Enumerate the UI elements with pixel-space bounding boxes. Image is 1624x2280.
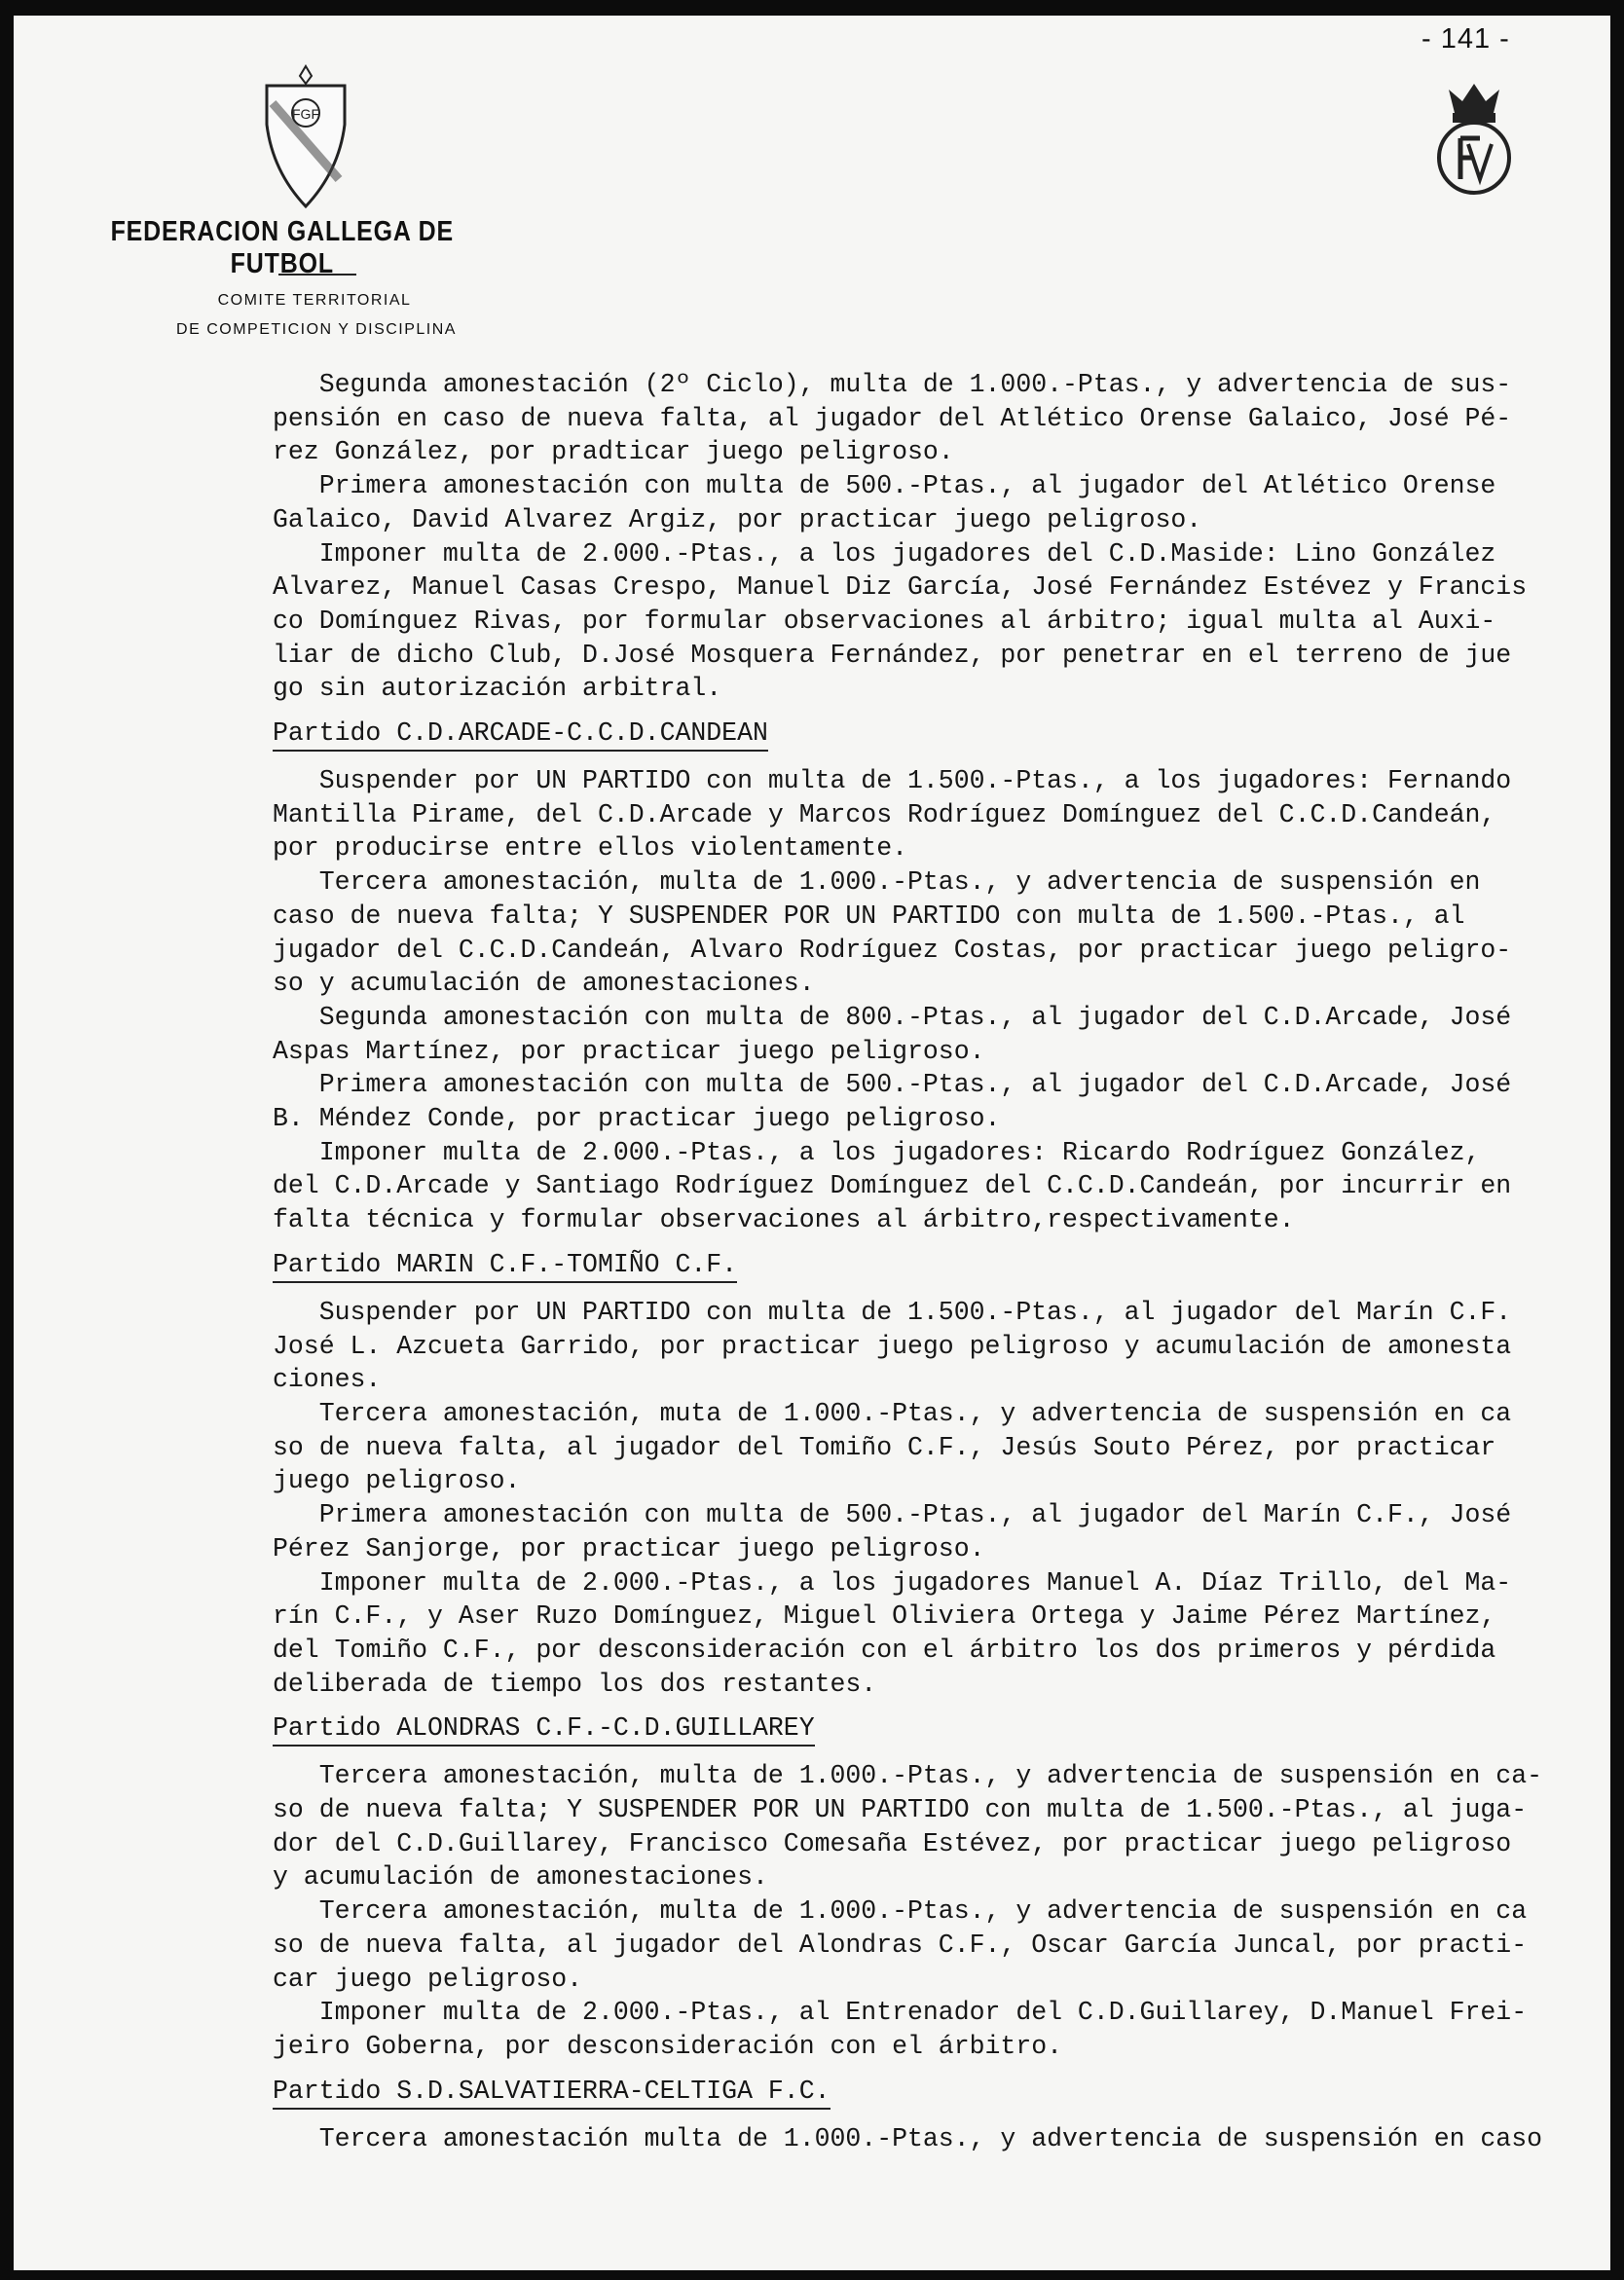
- text-line: Mantilla Pirame, del C.D.Arcade y Marcos Rodríguez Domínguez del C.C.D.Candeán,: [273, 799, 1496, 829]
- committee-subtitle-line2: DE COMPETICION Y DISCIPLINA: [176, 321, 457, 338]
- text-line: Galaico, David Alvarez Argiz, por practicar juego peligroso.: [273, 504, 1202, 534]
- text-line: Aspas Martínez, por practicar juego peligroso.: [273, 1036, 985, 1066]
- text-line: Primera amonestación con multa de 500.-Ptas., al jugador del C.D.Arcade, José: [273, 1070, 1512, 1100]
- match-heading-alondras-guillarey: Partido ALONDRAS C.F.-C.D.GUILLAREY: [273, 1712, 815, 1747]
- rfef-crown-logo-icon: [1429, 74, 1519, 201]
- text-line: so de nueva falta, al jugador del Alondras C.F., Oscar García Juncal, por practi-: [273, 1930, 1528, 1960]
- text-line: rín C.F., y Aser Ruzo Domínguez, Miguel Oliviera Ortega y Jaime Pérez Martínez,: [273, 1601, 1496, 1632]
- text-line: caso de nueva falta; Y SUSPENDER POR UN PARTIDO con multa de 1.500.-Ptas., al: [273, 901, 1465, 931]
- text-line: Primera amonestación con multa de 500.-Ptas., al jugador del Marín C.F., José: [273, 1500, 1512, 1530]
- text-line: co Domínguez Rivas, por formular observaciones al árbitro; igual multa al Auxi-: [273, 606, 1496, 636]
- text-line: ciones.: [273, 1365, 382, 1395]
- text-line: liar de dicho Club, D.José Mosquera Fernández, por penetrar en el terreno de jue: [273, 640, 1512, 670]
- match-heading-arcade-candean: Partido C.D.ARCADE-C.C.D.CANDEAN: [273, 717, 768, 752]
- text-line: B. Méndez Conde, por practicar juego peligroso.: [273, 1104, 1001, 1134]
- text-line: Imponer multa de 2.000.-Ptas., a los jugadores del C.D.Maside: Lino González: [273, 538, 1496, 569]
- text-line: jeiro Goberna, por desconsideración con el árbitro.: [273, 2031, 1063, 2061]
- text-line: del Tomiño C.F., por desconsideración con el árbitro los dos primeros y pérdida: [273, 1635, 1496, 1665]
- resolution-body: [273, 368, 1587, 2155]
- text-line: Imponer multa de 2.000.-Ptas., al Entrenador del C.D.Guillarey, D.Manuel Frei-: [273, 1998, 1528, 2028]
- text-line: pensión en caso de nueva falta, al jugador del Atlético Orense Galaico, José Pé-: [273, 403, 1512, 433]
- text-line: del C.D.Arcade y Santiago Rodríguez Domínguez del C.C.D.Candeán, por incurrir en: [273, 1171, 1512, 1201]
- text-line: Segunda amonestación (2º Ciclo), multa de 1.000.-Ptas., y advertencia de sus-: [273, 370, 1512, 399]
- text-line: Imponer multa de 2.000.-Ptas., a los jugadores Manuel A. Díaz Trillo, del Ma-: [273, 1567, 1512, 1598]
- text-line: Suspender por UN PARTIDO con multa de 1.500.-Ptas., al jugador del Marín C.F.: [273, 1297, 1512, 1327]
- match-heading-marin-tomino: Partido MARIN C.F.-TOMIÑO C.F.: [273, 1249, 737, 1283]
- text-line: por producirse entre ellos violentamente.: [273, 833, 908, 864]
- text-line: Suspender por UN PARTIDO con multa de 1.500.-Ptas., a los jugadores: Fernando: [273, 766, 1512, 796]
- text-line: so de nueva falta; Y SUSPENDER POR UN PARTIDO con multa de 1.500.-Ptas., al juga-: [273, 1795, 1528, 1825]
- page-number: - 141 -: [1421, 23, 1510, 55]
- text-line: juego peligroso.: [273, 1466, 521, 1496]
- text-line: falta técnica y formular observaciones al árbitro,respectivamente.: [273, 1205, 1295, 1235]
- text-line: so y acumulación de amonestaciones.: [273, 969, 815, 999]
- svg-text:FGF: FGF: [292, 106, 319, 122]
- text-line: Alvarez, Manuel Casas Crespo, Manuel Diz García, José Fernández Estévez y Francis: [273, 572, 1528, 603]
- text-line: Tercera amonestación multa de 1.000.-Ptas., y advertencia de suspensión en caso: [273, 2123, 1543, 2153]
- text-line: Segunda amonestación con multa de 800.-Ptas., al jugador del C.D.Arcade, José: [273, 1002, 1512, 1032]
- text-line: Tercera amonestación, multa de 1.000.-Ptas., y advertencia de suspensión en: [273, 867, 1481, 898]
- text-line: jugador del C.C.D.Candeán, Alvaro Rodríguez Costas, por practicar juego peligro-: [273, 935, 1512, 965]
- fgf-shield-logo-icon: [261, 64, 351, 210]
- text-line: y acumulación de amonestaciones.: [273, 1862, 768, 1893]
- text-line: Imponer multa de 2.000.-Ptas., a los jugadores: Ricardo Rodríguez González,: [273, 1137, 1481, 1167]
- match-heading-salvatierra-celtiga: Partido S.D.SALVATIERRA-CELTIGA F.C.: [273, 2076, 830, 2110]
- committee-subtitle-line1: COMITE TERRITORIAL: [217, 292, 412, 309]
- text-line: Tercera amonestación, multa de 1.000.-Ptas., y advertencia de suspensión en ca-: [273, 1761, 1543, 1791]
- text-line: Tercera amonestación, multa de 1.000.-Ptas., y advertencia de suspensión en ca: [273, 1896, 1528, 1927]
- text-line: deliberada de tiempo los dos restantes.: [273, 1669, 877, 1699]
- text-line: dor del C.D.Guillarey, Francisco Comesaña Estévez, por practicar juego peligroso: [273, 1828, 1512, 1858]
- letterhead-divider: [278, 274, 356, 276]
- text-line: Pérez Sanjorge, por practicar juego peligroso.: [273, 1533, 985, 1563]
- text-line: Tercera amonestación, muta de 1.000.-Ptas., y advertencia de suspensión en ca: [273, 1398, 1512, 1428]
- text-line: José L. Azcueta Garrido, por practicar juego peligroso y acumulación de amonesta: [273, 1331, 1512, 1361]
- text-line: go sin autorización arbitral.: [273, 674, 722, 704]
- text-line: rez González, por pradticar juego peligroso.: [273, 437, 954, 467]
- text-line: car juego peligroso.: [273, 1964, 583, 1994]
- text-line: Primera amonestación con multa de 500.-Ptas., al jugador del Atlético Orense: [273, 471, 1496, 501]
- federation-title: FEDERACION GALLEGA DE FUTBOL: [110, 216, 455, 279]
- text-line: so de nueva falta, al jugador del Tomiño C.F., Jesús Souto Pérez, por practicar: [273, 1432, 1496, 1462]
